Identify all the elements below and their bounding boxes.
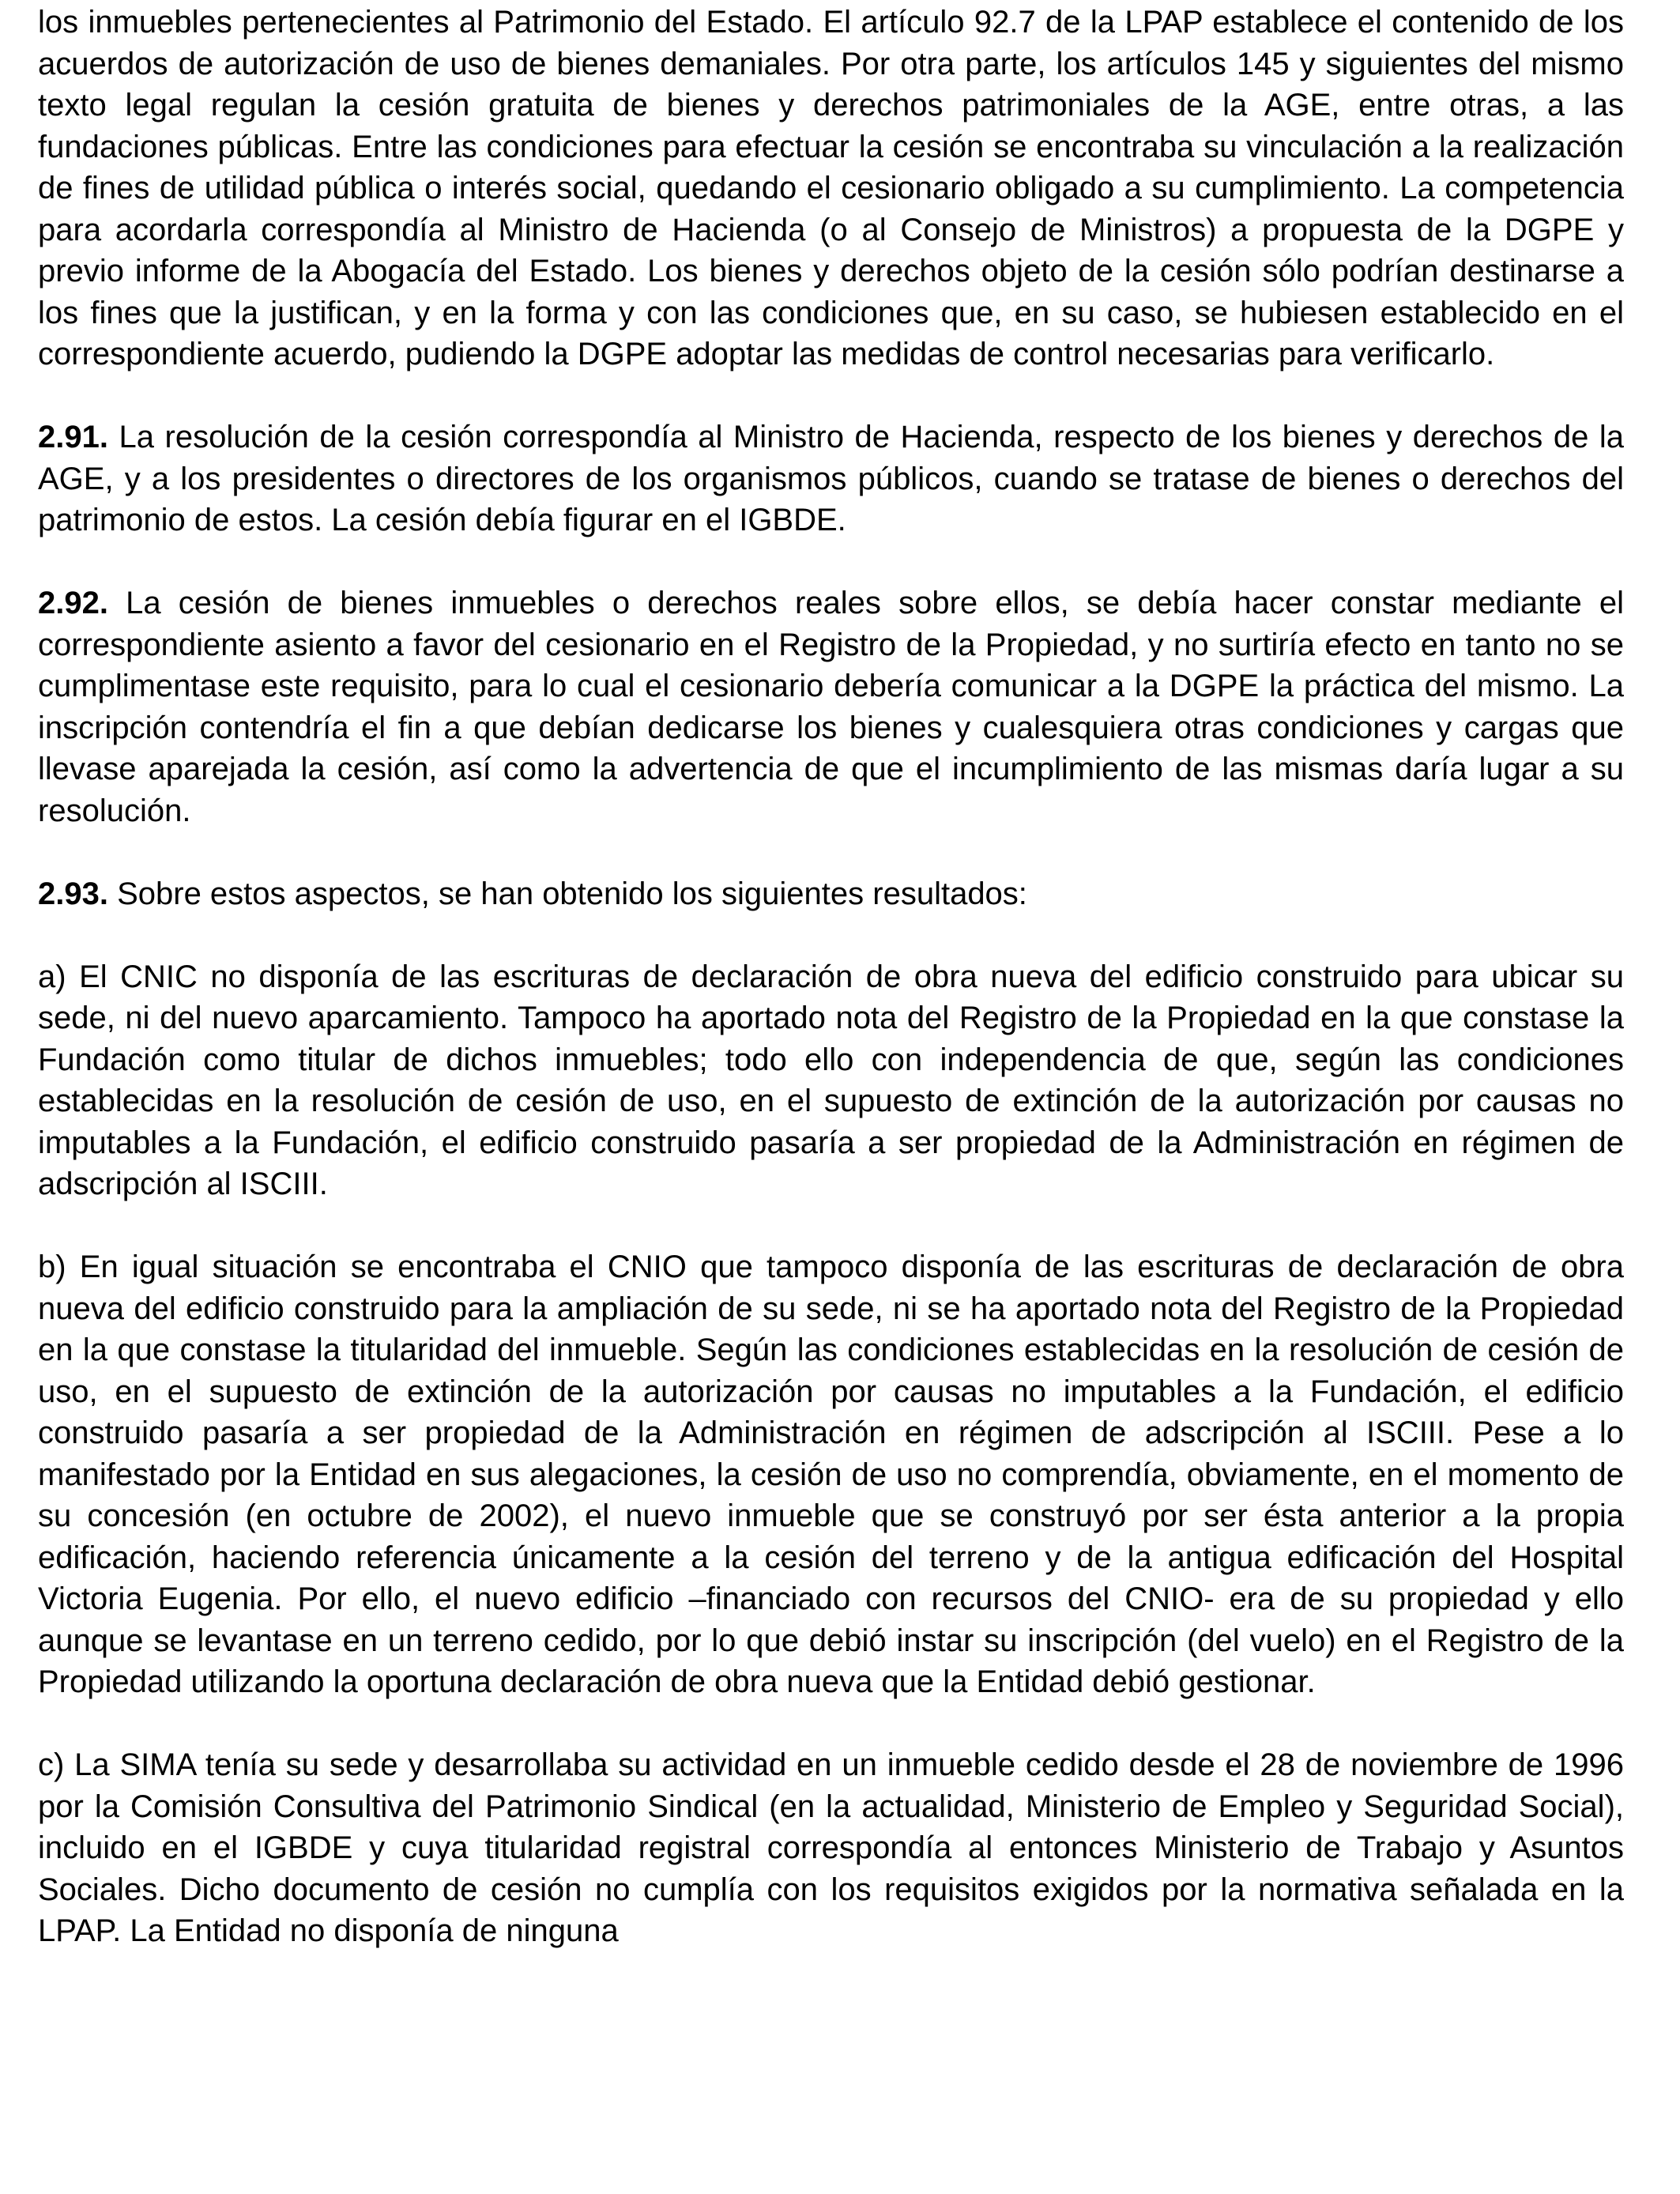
paragraph-text: La cesión de bienes inmuebles o derechos reales sobre ellos, se debía hacer constar mediante el correspondiente asiento a favor del cesionario en el Registro de la Propiedad, y no surtiría efecto en tanto no se cumplimentase este requisito, para lo cual el cesionario debería comunicar a la DGPE la práctica del mismo. La inscripción contendría el fin a que debían dedicarse los bienes y cualesquiera otras condiciones y cargas que llevase aparejada la cesión, así como la advertencia de que el incumplimiento de las mismas daría lugar a su resolución. (38, 586, 1624, 828)
paragraph-text: c) La SIMA tenía su sede y desarrollaba su actividad en un inmueble cedido desde el 28 de noviembre de 1996 por la Comisión Consultiva del Patrimonio Sindical (en la actualidad, Ministerio de Empleo y Seguridad Social), incluido en el IGBDE y cuya titularidad registral correspondía al entonces Ministerio de Trabajo y Asuntos Sociales. Dicho documento de cesión no cumplía con los requisitos exigidos por la normativa señalada en la LPAP. La Entidad no disponía de ninguna (38, 1747, 1624, 1948)
paragraph-text: La resolución de la cesión correspondía al Ministro de Hacienda, respecto de los bienes y derechos de la AGE, y a los presidentes o directores de los organismos públicos, cuando se tratase de bienes o derechos del patrimonio de estos. La cesión debía figurar en el IGBDE. (38, 420, 1624, 537)
paragraph-lpap-cesion (38, 2, 1624, 375)
paragraph-item-b (38, 1246, 1624, 1703)
paragraph-text: a) El CNIC no disponía de las escrituras de declaración de obra nueva del edificio construido para ubicar su sede, ni del nuevo aparcamiento. Tampoco ha aportado nota del Registro de la Propiedad en la que constase la Fundación como titular de dichos inmuebles; todo ello con independencia de que, según las condiciones establecidas en la resolución de cesión de uso, en el supuesto de extinción de la autorización por causas no imputables a la Fundación, el edificio construido pasaría a ser propiedad de la Administración en régimen de adscripción al ISCIII. (38, 959, 1624, 1201)
paragraph-text: los inmuebles pertenecientes al Patrimonio del Estado. El artículo 92.7 de la LPAP establece el contenido de los acuerdos de autorización de uso de bienes demaniales. Por otra parte, los artículos 145 y siguientes del mismo texto legal regulan la cesión gratuita de bienes y derechos patrimoniales de la AGE, entre otras, a las fundaciones públicas. Entre las condiciones para efectuar la cesión se encontraba su vinculación a la realización de fines de utilidad pública o interés social, quedando el cesionario obligado a su cumplimiento. La competencia para acordarla correspondía al Ministro de Hacienda (o al Consejo de Ministros) a propuesta de la DGPE y previo informe de la Abogacía del Estado. Los bienes y derechos objeto de la cesión sólo podrían destinarse a los fines que la justifican, y en la forma y con las condiciones que, en su caso, se hubiesen establecido en el correspondiente acuerdo, pudiendo la DGPE adoptar las medidas de control necesarias para verificarlo. (38, 5, 1624, 371)
paragraph-text: b) En igual situación se encontraba el CNIO que tampoco disponía de las escrituras de declaración de obra nueva del edificio construido para la ampliación de su sede, ni se ha aportado nota del Registro de la Propiedad en la que constase la titularidad del inmueble. Según las condiciones establecidas en la resolución de cesión de uso, en el supuesto de extinción de la autorización por causas no imputables a la Fundación, el edificio construido pasaría a ser propiedad de la Administración en régimen de adscripción al ISCIII. Pese a lo manifestado por la Entidad en sus alegaciones, la cesión de uso no comprendía, obviamente, en el momento de su concesión (en octubre de 2002), el nuevo inmueble que se construyó por ser ésta anterior a la propia edificación, haciendo referencia únicamente a la cesión del terreno y de la antigua edificación del Hospital Victoria Eugenia. Por ello, el nuevo edificio –financiado con recursos del CNIO- era de su propiedad y ello aunque se levantase en un terreno cedido, por lo que debió instar su inscripción (del vuelo) en el Registro de la Propiedad utilizando la oportuna declaración de obra nueva que la Entidad debió gestionar. (38, 1250, 1624, 1699)
paragraph-number: 2.92. (38, 586, 108, 620)
paragraph-text: Sobre estos aspectos, se han obtenido los siguientes resultados: (107, 876, 1027, 911)
paragraph-number: 2.93. (38, 876, 108, 911)
paragraph-item-a (38, 956, 1624, 1205)
paragraph-2-93 (38, 873, 1624, 915)
document-page (38, 2, 1624, 1952)
paragraph-2-91 (38, 417, 1624, 541)
paragraph-2-92 (38, 582, 1624, 831)
paragraph-number: 2.91. (38, 420, 108, 454)
paragraph-item-c (38, 1744, 1624, 1952)
